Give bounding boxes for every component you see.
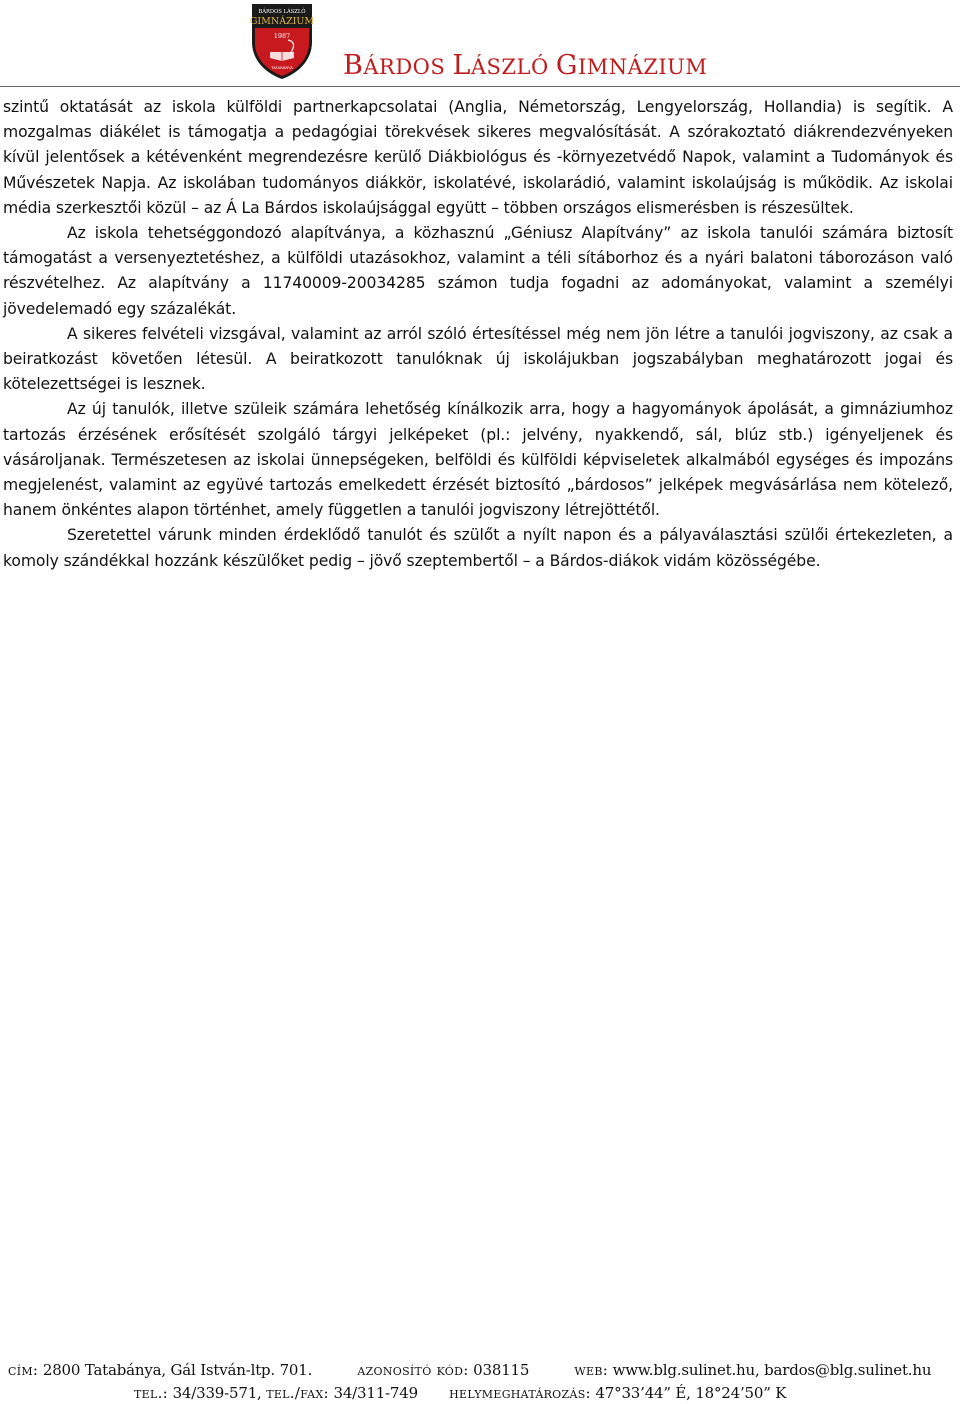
crest-top-text: BÁRDOS LÁSZLÓ bbox=[258, 9, 306, 15]
paragraph-invitation: Szeretettel várunk minden érdeklődő tanulót és szülőt a nyílt napon és a pályaválasztási szülői értekezleten, a komoly szándékkal hozzánk készülőket pedig – jövő szeptembertől – a Bárdos-diákok vidám közösségébe. bbox=[3, 526, 953, 570]
address-label: cím: bbox=[8, 1361, 39, 1379]
fax-value: 34/311-749 bbox=[333, 1384, 418, 1402]
page-footer bbox=[0, 1355, 960, 1404]
page-header bbox=[0, 0, 960, 92]
web-value[interactable]: www.blg.sulinet.hu, bardos@blg.sulinet.hu bbox=[612, 1361, 932, 1379]
crest-city-text: TATABÁNYA bbox=[271, 65, 293, 70]
id-label: azonosító kód: bbox=[357, 1361, 469, 1379]
tel-value: 34/339-571, bbox=[172, 1384, 262, 1402]
paragraph-partnerships: szintű oktatását az iskola külföldi partnerkapcsolatai (Anglia, Németország, Lengyelország, Hollandia) is segítik. A mozgalmas diákélet is támogatja a pedagógiai törekvések sikeres megvalósítását. A szórakoztató diákrendezvényeken kívül jelentősek a kétévenként megrendezésre kerülő Diákbiológus és -környezetvédő Napok, valamint a Tudományok és Művészetek Napja. Az iskolában tudományos diákkör, iskolatévé, iskolarádió, valamint iskolaújság is működik. Az iskolai média szerkesztői közül – az Á La Bárdos iskolaújsággal együtt – többen országos elismerésben is részesültek. bbox=[3, 98, 953, 217]
crest-main-text: GIMNÁZIUM bbox=[250, 16, 314, 27]
id-value: 038115 bbox=[473, 1361, 530, 1379]
school-name bbox=[343, 50, 707, 81]
school-name-part: ÁRDOS bbox=[363, 55, 453, 79]
address-value: 2800 Tatabánya, Gál István-ltp. 701. bbox=[42, 1361, 313, 1379]
crest-year-text: 1987 bbox=[273, 32, 291, 40]
footer-line-1 bbox=[8, 1361, 931, 1379]
paragraph-enrollment: A sikeres felvételi vizsgával, valamint az arról szóló értesítéssel még nem jön létre a tanulói jogviszony, az csak a beiratkozást követően létesül. A beiratkozott tanulóknak új iskolájukban jogszabályban meghatározott jogai és kötelezettségei is lesznek. bbox=[3, 324, 953, 394]
paragraph-foundation: Az iskola tehetséggondozó alapítványa, a közhasznú „Géniusz Alapítvány” az iskola tanulói számára biztosít támogatást a versenyeztetéshez, a külföldi utazásokhoz, valamint a téli sítáborhoz és a nyári balatoni táborozáson való részvételhez. Az alapítvány a 11740009-20034285 számon tudja fogadni az adományokat, valamint a személyi jövedelemadó egy százalékát. bbox=[3, 224, 953, 318]
school-crest-logo bbox=[250, 2, 314, 80]
school-name-part: L bbox=[452, 50, 471, 81]
school-name-part: G bbox=[555, 50, 578, 81]
fax-label: tel./fax: bbox=[266, 1384, 329, 1402]
web-label: web: bbox=[574, 1361, 609, 1379]
document-body bbox=[3, 95, 953, 574]
tel-label: tel.: bbox=[134, 1384, 168, 1402]
school-name-part: ÁSZLÓ bbox=[470, 55, 556, 79]
geo-value: 47°33’44” É, 18°24’50” K bbox=[595, 1384, 787, 1402]
paragraph-symbols: Az új tanulók, illetve szüleik számára lehetőség kínálkozik arra, hogy a hagyományok ápolását, a gimnáziumhoz tartozás érzésének erősítését szolgáló tárgyi jelképeket (pl.: jelvény, nyakkendő, sál, blúz stb.) igényeljenek és vásároljanak. Természetesen az iskolai ünnepségeken, belföldi és külföldi képviseletek alkalmából egységes és impozáns megjelenést, valamint az együvé tartozás emelkedett érzését biztosító „bárdosos” jelképek megvásárlása nem kötelező, hanem önkéntes alapon történhet, amely független a tanulói jogviszony létrejöttétől. bbox=[3, 400, 953, 520]
school-name-part: IMNÁZIUM bbox=[577, 55, 708, 79]
header-divider bbox=[0, 86, 960, 87]
geo-label: helymeghatározás: bbox=[449, 1384, 591, 1402]
footer-line-2 bbox=[134, 1384, 786, 1402]
school-name-part: B bbox=[343, 50, 364, 81]
